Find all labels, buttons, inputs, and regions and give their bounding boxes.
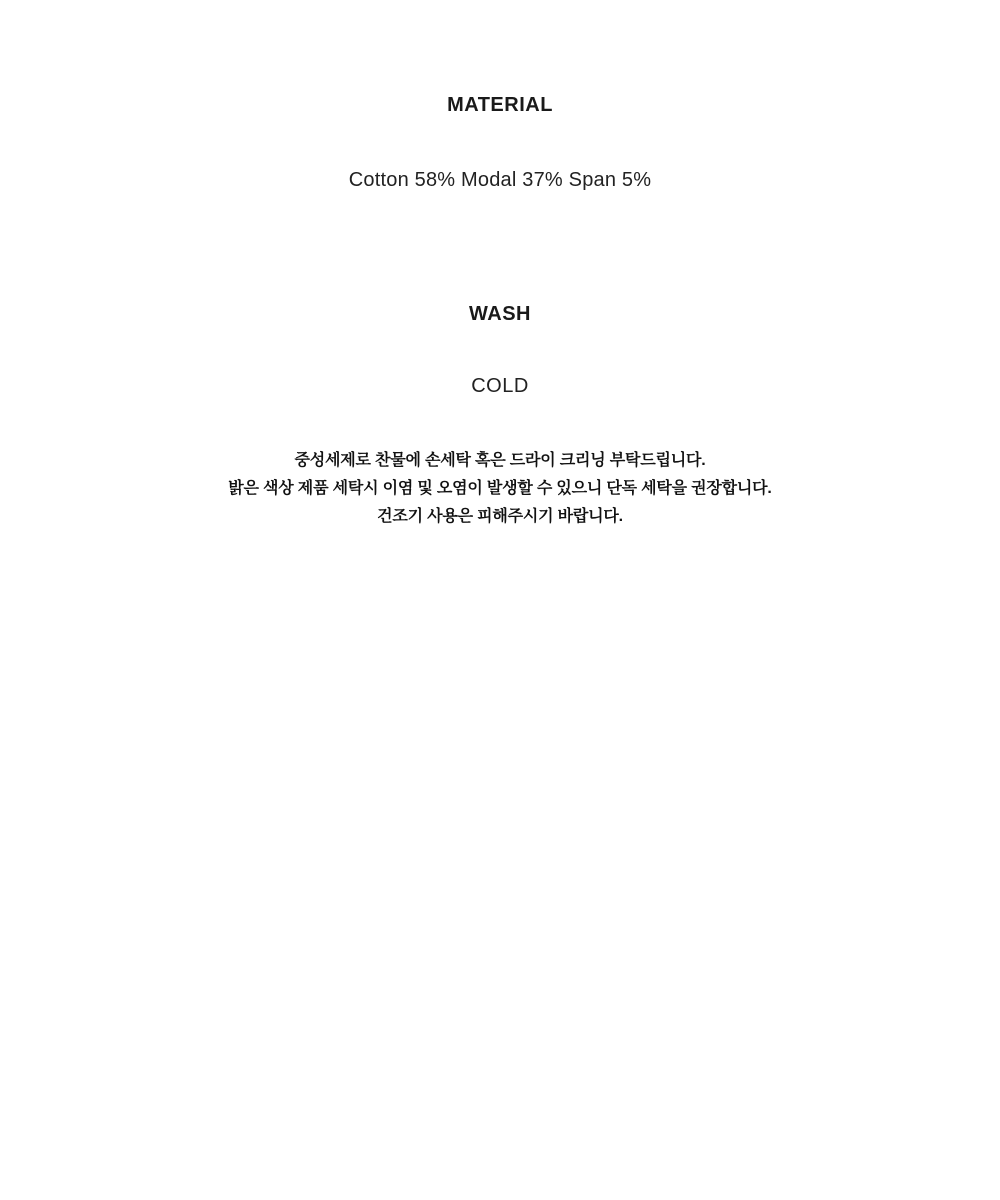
material-heading: MATERIAL <box>447 94 553 116</box>
wash-instruction-line-1: 중성세제로 찬물에 손세탁 혹은 드라이 크리닝 부탁드립니다. <box>294 452 706 469</box>
wash-instruction-line-2: 밝은 색상 제품 세탁시 이염 및 오염이 발생할 수 있으니 단독 세탁을 권장합니다. <box>228 480 772 497</box>
wash-section <box>0 304 1000 531</box>
wash-instructions <box>0 447 1000 531</box>
wash-heading: WASH <box>469 303 531 325</box>
material-composition: Cotton 58% Modal 37% Span 5% <box>348 169 652 191</box>
wash-instruction-line-3: 건조기 사용은 피해주시기 바랍니다. <box>377 508 623 525</box>
material-section <box>0 95 1000 190</box>
wash-temperature: COLD <box>471 375 529 397</box>
